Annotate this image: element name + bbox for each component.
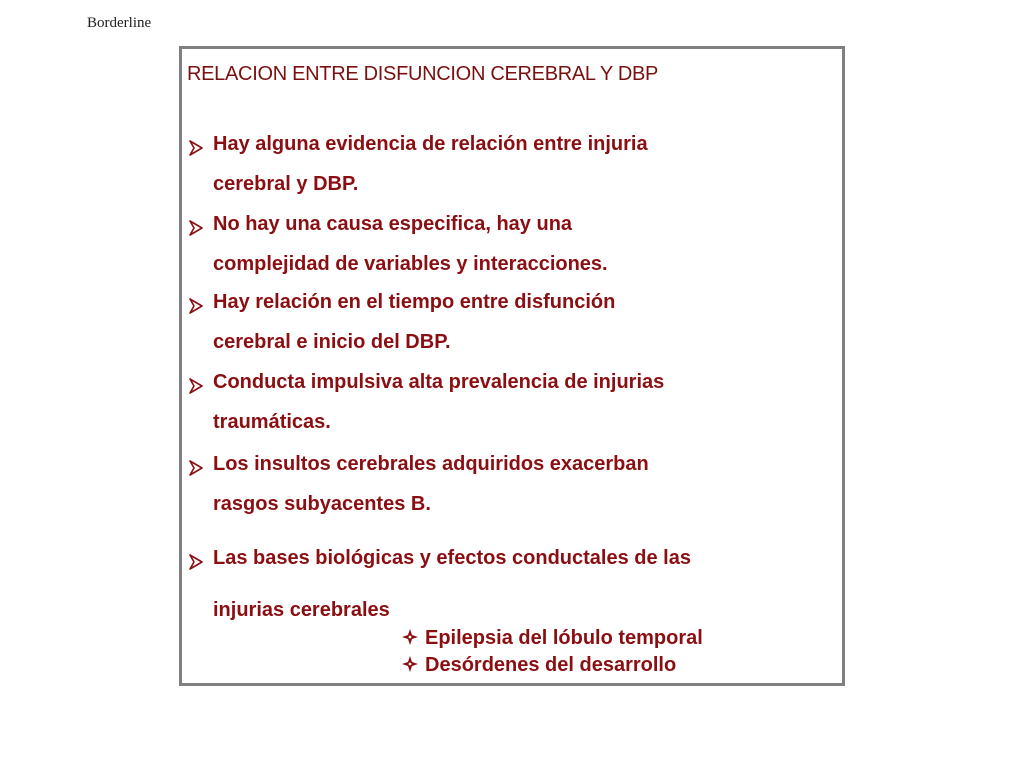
arrow-bullet-icon xyxy=(187,449,205,489)
arrow-bullet-icon xyxy=(187,287,205,327)
bullet-line-1: Hay alguna evidencia de relación entre injuria xyxy=(213,133,648,155)
arrow-bullet-icon xyxy=(187,209,205,249)
sub-item-label: Desórdenes del desarrollo xyxy=(425,654,677,676)
bullet-line-1: Hay relación en el tiempo entre disfunción xyxy=(213,291,616,313)
content-box xyxy=(179,46,845,686)
bullet-line-1: No hay una causa especifica, hay una xyxy=(213,213,573,235)
bullet-line-2: traumáticas. xyxy=(213,411,331,433)
bullet-line-1: Los insultos cerebrales adquiridos exacerban xyxy=(213,453,649,475)
bullet-line-2: injurias cerebrales xyxy=(213,599,390,621)
bullet-line-1: Las bases biológicas y efectos conductales de las xyxy=(213,547,691,569)
bullet-line-1: Conducta impulsiva alta prevalencia de injurias xyxy=(213,371,665,393)
diamond-bullet-icon xyxy=(401,628,419,646)
bullet-line-2: complejidad de variables y interacciones. xyxy=(213,253,608,275)
sub-item-2 xyxy=(401,654,676,677)
diamond-bullet-icon xyxy=(401,655,419,673)
slide-header-label: Borderline xyxy=(87,15,152,31)
bullet-line-2: cerebral y DBP. xyxy=(213,173,359,195)
sub-item-1 xyxy=(401,627,703,650)
bullet-line-2: rasgos subyacentes B. xyxy=(213,493,431,515)
box-title: RELACION ENTRE DISFUNCION CEREBRAL Y DBP xyxy=(187,63,659,85)
arrow-bullet-icon xyxy=(187,367,205,407)
arrow-bullet-icon xyxy=(187,543,205,583)
bullet-line-2: cerebral e inicio del DBP. xyxy=(213,331,451,353)
sub-item-label: Epilepsia del lóbulo temporal xyxy=(425,627,703,649)
arrow-bullet-icon xyxy=(187,129,205,169)
